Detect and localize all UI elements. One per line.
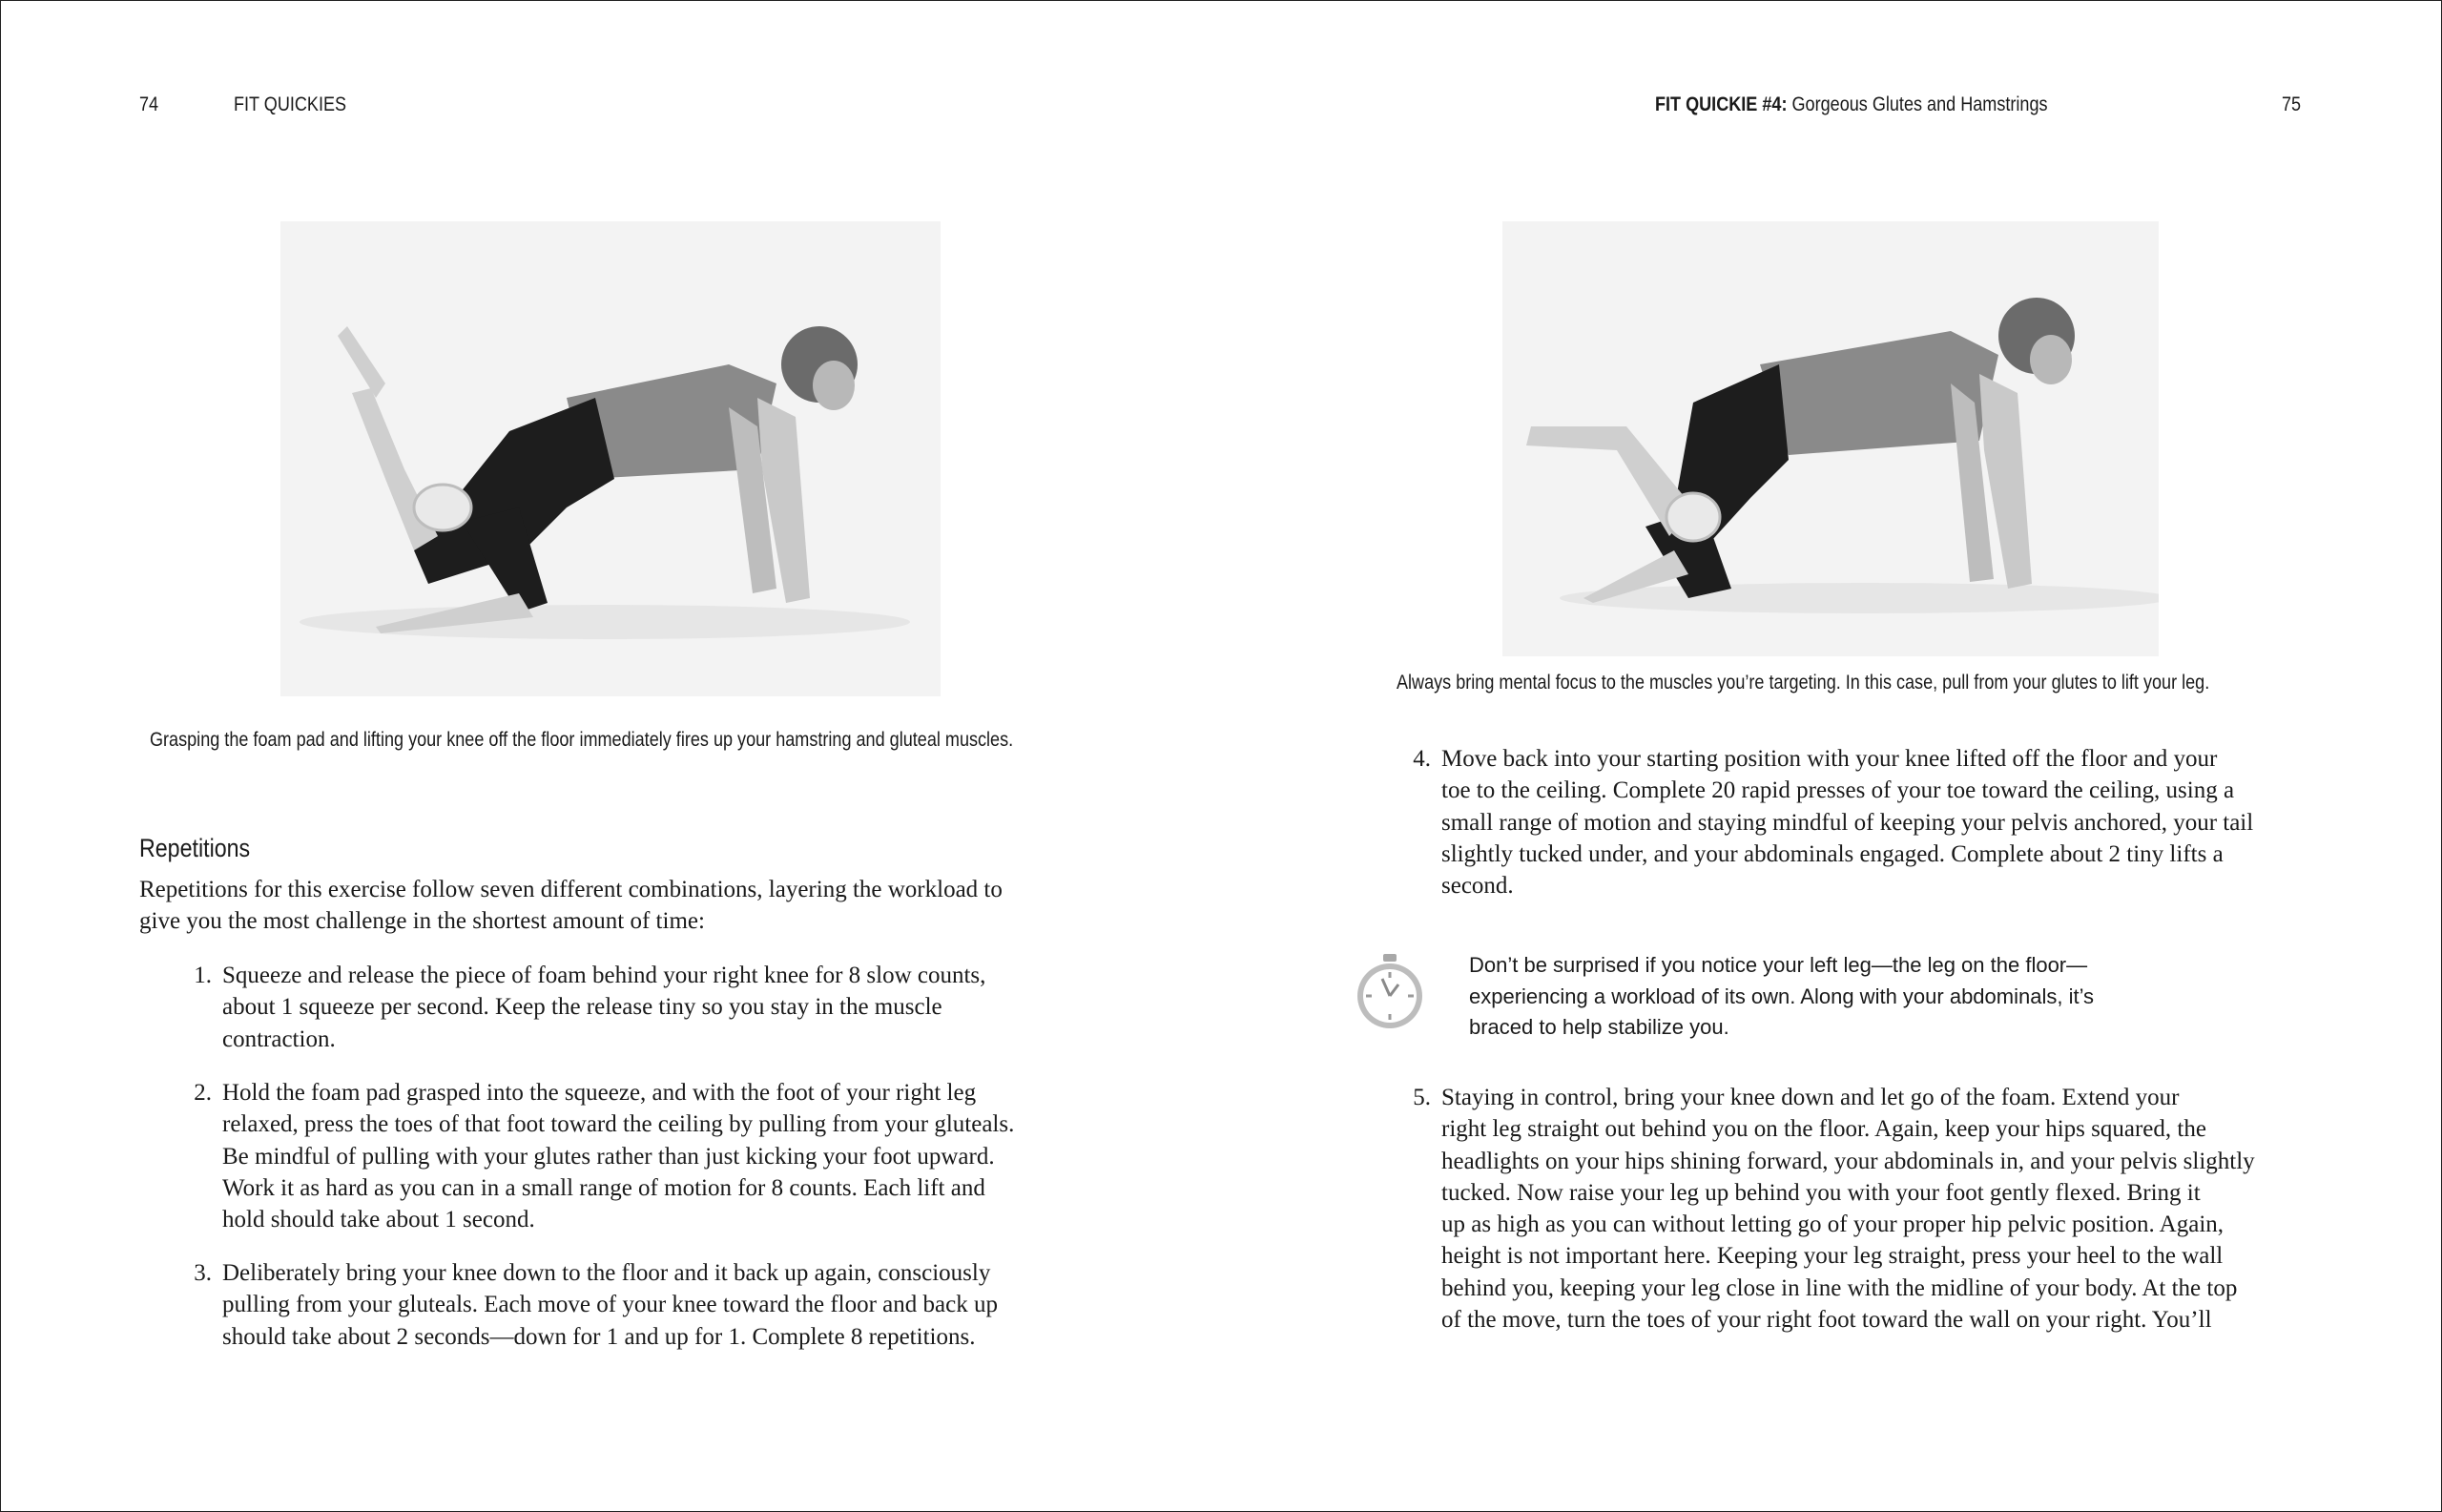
step-number: 5. bbox=[1413, 1085, 1431, 1110]
step-line: contraction. bbox=[222, 1025, 336, 1052]
step-line: right leg straight out behind you on the floor. Again, keep your hips squared, the bbox=[1441, 1116, 2206, 1143]
step-line: should take about 2 seconds—down for 1 and up for 1. Complete 8 repetitions. bbox=[222, 1323, 976, 1350]
right-running-head bbox=[1591, 93, 2048, 116]
step-line: small range of motion and staying mindful of keeping your pelvis anchored, your tail bbox=[1441, 809, 2254, 836]
step-line: Hold the foam pad grasped into the squeeze, and with the foot of your right leg bbox=[222, 1080, 977, 1106]
left-photo-caption: Grasping the foam pad and lifting your knee off the floor immediately fires up your hamstring and gluteal muscles. bbox=[150, 729, 1014, 751]
tip-line: braced to help stabilize you. bbox=[1469, 1015, 1729, 1039]
step-line: second. bbox=[1441, 873, 1514, 900]
intro-line: give you the most challenge in the shortest amount of time: bbox=[139, 908, 705, 935]
step-line: height is not important here. Keeping your leg straight, press your heel to the wall bbox=[1441, 1243, 2224, 1270]
step-line: Squeeze and release the piece of foam behind your right knee for 8 slow counts, bbox=[222, 963, 986, 988]
step-line: up as high as you can without letting go of your proper hip pelvic position. Again, bbox=[1441, 1212, 2225, 1238]
step-line: of the move, turn the toes of your right foot toward the wall on your right. You’ll bbox=[1441, 1307, 2212, 1334]
tip-note bbox=[1469, 950, 2137, 1044]
tip-line: Don’t be surprised if you notice your left leg—the leg on the floor— bbox=[1469, 953, 2088, 977]
intro-paragraph bbox=[139, 874, 1074, 938]
step-number: 4. bbox=[1413, 746, 1431, 772]
step-line: Move back into your starting position with your knee lifted off the floor and your bbox=[1441, 746, 2218, 772]
step-line: Deliberately bring your knee down to the floor and it back up again, consciously bbox=[222, 1260, 991, 1286]
step-line: slightly tucked under, and your abdominals engaged. Complete about 2 tiny lifts a bbox=[1441, 840, 2224, 867]
step-line: behind you, keeping your leg close in line with the midline of your body. At the top bbox=[1441, 1274, 2238, 1301]
left-running-head: FIT QUICKIES bbox=[234, 93, 347, 115]
section-heading: Repetitions bbox=[139, 834, 251, 862]
step-line: tucked. Now raise your leg up behind you with your foot gently flexed. Bring it bbox=[1441, 1179, 2201, 1206]
step-line: Staying in control, bring your knee down and let go of the foam. Extend your bbox=[1441, 1085, 2180, 1110]
step-line: toe to the ceiling. Complete 20 rapid presses of your toe toward the ceiling, using a bbox=[1441, 777, 2235, 804]
kneeling-hamstring-curl-photo bbox=[280, 221, 941, 696]
stopwatch-icon bbox=[1352, 952, 1428, 1032]
right-page-number: 75 bbox=[2282, 93, 2302, 115]
left-page-number: 74 bbox=[139, 93, 159, 115]
kneeling-leg-lift-photo bbox=[1502, 221, 2159, 656]
step-number: 1. bbox=[194, 963, 212, 988]
step-line: hold should take about 1 second. bbox=[222, 1207, 535, 1233]
step-number: 3. bbox=[194, 1260, 212, 1286]
step-line: Work it as hard as you can in a small range of motion for 8 counts. Each lift and bbox=[222, 1174, 985, 1201]
step-line: headlights on your hips shining forward, your abdominals in, and your pelvis slightly bbox=[1441, 1148, 2255, 1174]
step-line: relaxed, press the toes of that foot toward the ceiling by pulling from your gluteals. bbox=[222, 1111, 1015, 1138]
step-line: pulling from your gluteals. Each move of your knee toward the floor and back up bbox=[222, 1292, 998, 1318]
step-line: about 1 squeeze per second. Keep the release tiny so you stay in the muscle bbox=[222, 994, 942, 1021]
running-head-bold: FIT QUICKIE #4: bbox=[1655, 93, 1788, 115]
right-photo-caption: Always bring mental focus to the muscles you’re targeting. In this case, pull from your glutes to lift your leg. bbox=[1397, 672, 2210, 694]
running-head-title: Gorgeous Glutes and Hamstrings bbox=[1787, 93, 2048, 115]
intro-line: Repetitions for this exercise follow seven different combinations, layering the workload to bbox=[139, 877, 1003, 902]
step-number: 2. bbox=[194, 1080, 212, 1106]
tip-line: experiencing a workload of its own. Along with your abdominals, it’s bbox=[1469, 984, 2095, 1008]
step-line: Be mindful of pulling with your glutes rather than just kicking your foot upward. bbox=[222, 1143, 995, 1170]
